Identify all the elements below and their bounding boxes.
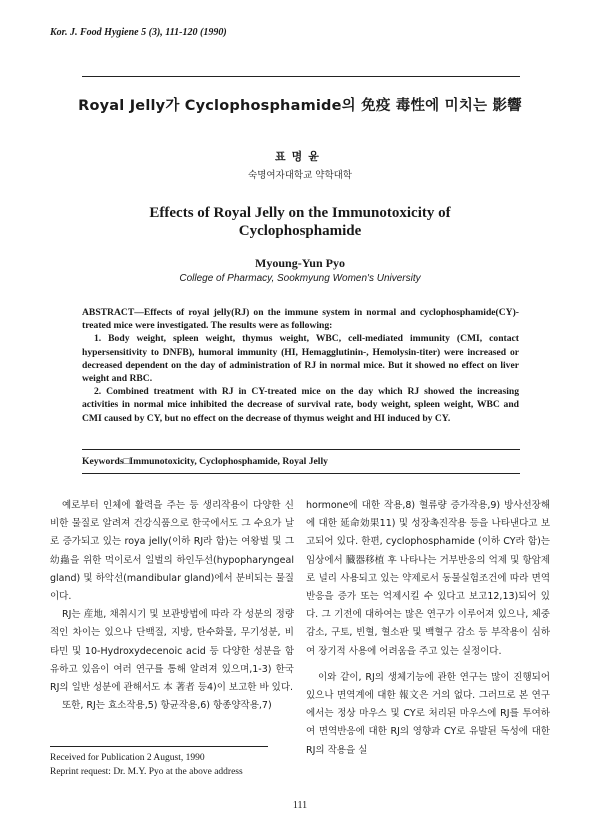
body-paragraph: RJ는 産地, 채취시기 및 보관방법에 따라 각 성분의 정량적인 차이는 있으나 단백질, 지방, 탄수화물, 무기성분, 비타민 및 10-Hydroxydecenoic acid 등 다양한 성분을 함유하고 있음이 여러 연구를 통해 알려져 있으며,1-3) 한국 RJ의 일반 성분에 관해서도 本 著者 등4)이 보고한 바 있다. (50, 609, 294, 694)
body-paragraph: hormone에 대한 작용,8) 혈류량 증가작용,9) 방사선장해에 대한 延命効果11) 및 성장촉진작용 등을 나타낸다고 보고되어 있다. 한편, cyclophosphamide (이하 CY라 함)는 임상에서 臓器移植 후 나타나는 거부반응의 억제 및 항암제로 널리 사용되고 있는 약제로서 동물실험조건에 따라 면역반응을 증가 또는 억제시킬 수 있다고 보고12,13)되어 있다. 그 기전에 대하여는 많은 연구가 이루어져 있으나, 체중감소, 구토, 빈혈, 혈소판 및 백혈구 감소 등 부작용이 심하여 장기적 사용에 어려움을 주고 있는 실정이다. (306, 500, 550, 657)
footnote (50, 751, 243, 779)
title-korean: Royal Jelly가 Cyclophosphamide의 免疫 毒性에 미치는 影響 (78, 98, 522, 114)
affiliation-korean: 숙명여자대학교 약학대학 (248, 170, 352, 181)
header-rule (82, 76, 520, 77)
footnote-reprint: Reprint request: Dr. M.Y. Pyo at the above address (50, 767, 243, 777)
title-english (0, 204, 600, 240)
body-paragraph: 이와 같이, RJ의 생체기능에 관한 연구는 많이 진행되어 있으나 면역계에 대한 報文은 거의 없다. 그러므로 본 연구에서는 정상 마우스 및 CY로 처리된 마우스에 RJ를 투여하여 면역반응에 대한 RJ의 영향과 CY로 유발된 독성에 대한 RJ의 작용을 실 (306, 671, 550, 756)
abstract-point-1: 1. Body weight, spleen weight, thymus weight, WBC, cell-mediated immunity (CMI, contact hypersensitivity to DNFB), humoral immunity (HI, Hemagglutinin-, Hemolysin-titer) were increased or decreased dependent on the day of administration of RJ in normal mice. But it showed no effect on liver weight and RBC. (82, 333, 519, 385)
title-english-line1: Effects of Royal Jelly on the Immunotoxicity of (149, 205, 451, 221)
author-english: Myoung-Yun Pyo (255, 256, 345, 270)
keywords-rule-top (82, 449, 520, 450)
abstract-intro: ABSTRACT—Effects of royal jelly(RJ) on the immune system in normal and cyclophosphamide(CY)-treated mice were investigated. The results were as following: (82, 307, 519, 332)
footnote-rule (50, 746, 268, 747)
body-paragraph: 예로부터 인체에 활력을 주는 등 생리작용이 다양한 신비한 물질로 알려져 건강식품으로 한국에서도 그 수요가 날로 증가되고 있는 roya jelly(이하 RJ라 함)는 여왕벌 및 그 幼蟲을 위한 먹이로서 일벌의 하인두선(hypopharyngeal gland) 및 하악선(mandibular gland)에서 분비되는 물질이다. (50, 500, 294, 603)
journal-header: Kor. J. Food Hygiene 5 (3), 111-120 (1990) (50, 27, 227, 38)
affiliation-english: College of Pharmacy, Sookmyung Women's University (179, 273, 421, 284)
footnote-received: Received for Publication 2 August, 1990 (50, 753, 205, 763)
keywords: Keywords□Immunotoxicity, Cyclophosphamide, Royal Jelly (82, 456, 328, 467)
keywords-rule-bottom (82, 473, 520, 474)
body-column-left (50, 497, 294, 715)
abstract (82, 306, 519, 425)
abstract-point-2: 2. Combined treatment with RJ in CY-treated mice on the day which RJ showed the increasing activities in normal mice inhibited the decrease of survival rate, body weight, spleen weight, WBC and CMI caused by CY, but no effect on the decrease of thymus weight and HI induced by CY. (82, 386, 519, 424)
page-number: 111 (292, 800, 308, 811)
author-korean: 표명윤 (275, 150, 325, 163)
title-english-line2: Cyclophosphamide (238, 223, 362, 239)
body-paragraph: 또한, RJ는 효소작용,5) 항균작용,6) 항종양작용,7) (62, 700, 272, 712)
body-column-right (306, 497, 550, 760)
